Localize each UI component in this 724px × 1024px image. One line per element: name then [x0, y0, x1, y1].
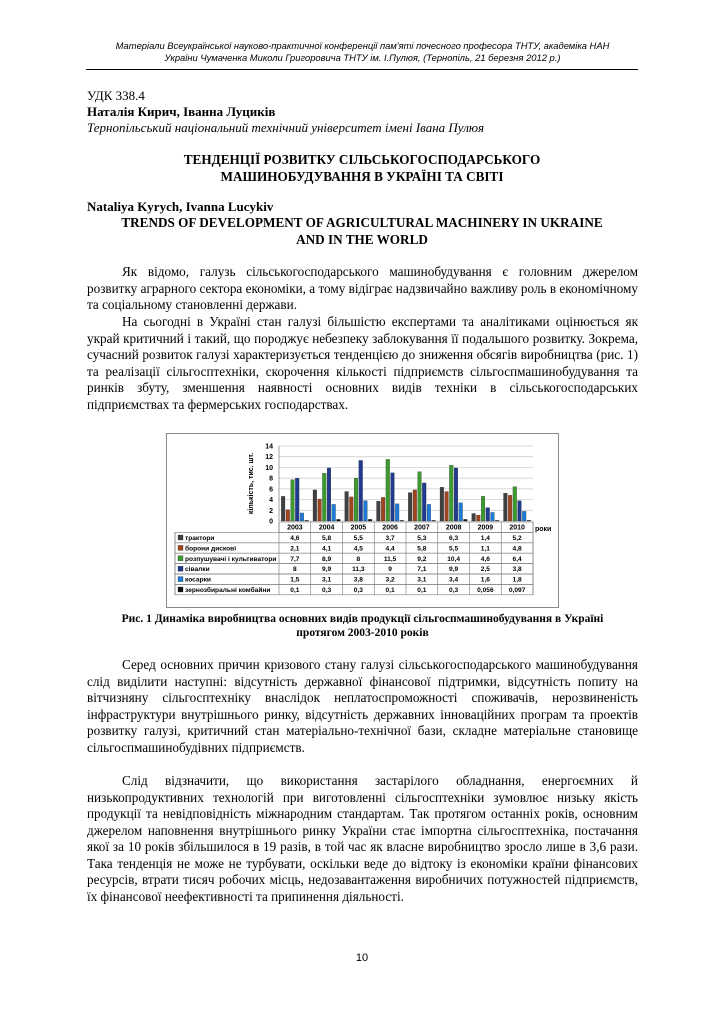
- legend-swatch: [178, 556, 183, 561]
- header-divider: [86, 69, 638, 70]
- data-label: 5,3: [417, 535, 427, 542]
- x-axis-label: роки: [535, 526, 552, 533]
- y-tick-label: 10: [265, 464, 273, 472]
- title-ua: [87, 152, 637, 185]
- data-label: 2,5: [480, 566, 490, 574]
- x-category-label: 2003: [287, 524, 303, 532]
- data-label: 3,1: [417, 576, 427, 584]
- data-label: 1,1: [480, 545, 490, 553]
- paragraph-1: Як відомо, галузь сільськогосподарського машинобудування є головним джерелом розвитку аграрного сектора економіки, а тому відіграє надзвичайно важливу роль в економічному та соціальному становленні держави.: [87, 264, 638, 312]
- bar-4-2003: [295, 478, 299, 521]
- data-label: 5,5: [353, 535, 363, 542]
- bar-5-2005: [364, 501, 368, 521]
- data-label: 5,8: [417, 545, 427, 553]
- title-ua-line-2: МАШИНОБУДУВАННЯ В УКРАЇНІ ТА СВІТІ: [220, 168, 504, 184]
- data-label: 0,1: [290, 587, 300, 594]
- y-tick-label: 12: [265, 454, 273, 462]
- legend-label: косарки: [185, 576, 211, 584]
- bar-4-2006: [391, 473, 395, 521]
- y-tick-label: 4: [269, 497, 273, 505]
- data-label: 3,4: [449, 576, 459, 584]
- authors-en: Nataliya Kyrych, Ivanna Lucykiv: [87, 199, 274, 214]
- data-label: 4,6: [290, 535, 300, 542]
- data-label: 9: [388, 566, 392, 574]
- data-label: 3,7: [385, 535, 395, 542]
- data-label: 4,1: [322, 545, 332, 553]
- bar-4-2008: [454, 468, 458, 521]
- data-label: 5,2: [512, 535, 522, 542]
- y-tick-label: 0: [269, 518, 273, 526]
- bar-6-2004: [337, 519, 341, 521]
- x-category-label: 2005: [350, 524, 367, 532]
- legend-label: зернозбиральні комбайни: [185, 587, 271, 594]
- bar-6-2009: [495, 520, 499, 521]
- bar-2-2007: [413, 490, 417, 521]
- bar-5-2010: [522, 511, 526, 521]
- bar-3-2007: [418, 472, 422, 521]
- title-en-line-2: AND IN THE WORLD: [296, 231, 428, 247]
- y-tick-label: 14: [265, 443, 273, 451]
- bar-6-2006: [400, 520, 404, 521]
- bar-6-2010: [527, 520, 531, 521]
- data-label: 9,9: [322, 566, 332, 574]
- bar-5-2006: [395, 504, 399, 521]
- data-label: 0,3: [353, 587, 363, 594]
- bar-6-2008: [464, 519, 468, 521]
- data-label: 7,1: [417, 566, 427, 574]
- bar-3-2004: [322, 473, 326, 521]
- data-label: 4,5: [353, 545, 363, 553]
- caption-line-2: протягом 2003-2010 років: [296, 627, 429, 639]
- legend-label: сівалки: [185, 566, 210, 574]
- legend-label: розпушувачі і культиватори: [185, 555, 277, 563]
- bar-4-2007: [422, 483, 426, 521]
- data-label: 1,5: [290, 576, 300, 584]
- bar-1-2006: [377, 501, 381, 521]
- data-label: 3,1: [322, 576, 332, 584]
- data-label: 6,4: [512, 555, 522, 563]
- x-category-label: 2004: [318, 524, 335, 532]
- bar-1-2010: [504, 493, 508, 521]
- data-label: 0,1: [385, 587, 395, 594]
- bar-5-2003: [300, 513, 304, 521]
- udk-code: УДК 338.4: [87, 88, 145, 103]
- data-label: 0,3: [449, 587, 459, 594]
- paragraph-2: На сьогодні в Україні стан галузі більшістю експертами та аналітиками оцінюється як украй критичний і такий, що породжує небезпеку заблокування її подальшого розвитку. Зокрема, сучасний розвиток галузі характеризується тенденцією до зниження обсягів виробництва (рис. 1) та реалізації сільгосптехніки, скорочення кількості підприємств сільгоспмашинобудування та ринків збуту, зменшення наявності основних видів техніки в сільськогосподарських підприємствах та фермерських господарствах.: [87, 314, 638, 412]
- data-label: 1,8: [512, 576, 522, 584]
- y-tick-label: 8: [269, 475, 273, 483]
- bar-2-2009: [476, 515, 480, 521]
- data-label: 1,6: [480, 576, 490, 584]
- data-label: 8,9: [322, 555, 332, 563]
- data-label: 4,4: [385, 545, 395, 553]
- paragraph-3: Серед основних причин кризового стану галузі сільськогосподарського машинобудування слід виділити наступні: відсутність державної фінансової підтримки, відсутність попиту на вітчизняну сільгосптехніку внаслідок неплатоспроможності споживачів, нерозвиненість інфраструктури внутрішнього ринку, відсутність державних інноваційних програм та проектів розвитку галузі, критичний стан матеріально-технічної бази, складне матеріальне становище сільгоспмашинобудівних підприємств.: [87, 657, 638, 755]
- legend-swatch: [178, 545, 183, 550]
- bar-4-2009: [486, 508, 490, 521]
- bar-2-2008: [445, 492, 449, 521]
- figure-caption: [87, 612, 638, 640]
- data-label: 5,8: [322, 535, 332, 542]
- x-category-label: 2010: [509, 524, 525, 532]
- data-label: 9,9: [449, 566, 459, 574]
- caption-line-1: Рис. 1 Динаміка виробництва основних видів продукції сільгоспмашинобудування в Україні: [121, 613, 604, 625]
- paragraph-4: Слід відзначити, що використання застарілого обладнання, енергоємних й низькопродуктивних технологій при виготовленні сільгосптехніки зумовлює низьку якість продукції та невідповідність міжнародним стандартам. Так протягом останніх років, основним джерелом наповнення внутрішнього ринку України стає імпортна сільгосптехніка, постачання якої за 10 років збільшилося в 19 разів, в той час як власне виробництво зросло лише в 3,6 рази. Така тенденція не може не турбувати, оскільки веде до відтоку із економіки країни фінансових ресурсів, втрати тисяч робочих місць, недозавантаження виробничих потужностей підприємств, їх фінансової неефективності та припинення діяльності.: [87, 773, 638, 904]
- data-label: 1,4: [480, 535, 490, 542]
- page-number: 10: [355, 952, 369, 964]
- title-en-line-1: TRENDS OF DEVELOPMENT OF AGRICULTURAL MACHINERY IN UKRAINE: [121, 215, 603, 230]
- legend-swatch: [178, 577, 183, 582]
- bar-2-2004: [318, 499, 322, 521]
- bar-3-2008: [449, 465, 453, 521]
- data-label: 4,8: [512, 545, 522, 553]
- data-label: 5,5: [449, 545, 459, 553]
- y-axis-label: кількість, тис. шт.: [248, 452, 255, 515]
- bar-1-2003: [281, 496, 285, 521]
- data-label: 0,056: [477, 587, 494, 594]
- affiliation: Тернопільський національний технічний університет імені Івана Пулюя: [87, 120, 485, 135]
- bar-1-2008: [440, 487, 444, 521]
- header-line-1: Матеріали Всеукраїнської науково-практичної конференції пам'яті почесного професора ТНТУ, академіка НАН: [115, 40, 610, 51]
- bar-1-2005: [345, 492, 349, 521]
- production-chart: [166, 433, 559, 608]
- data-label: 11,5: [383, 555, 397, 563]
- bar-5-2007: [427, 504, 431, 521]
- data-label: 8: [356, 555, 361, 563]
- bar-4-2004: [327, 468, 331, 521]
- data-label: 11,3: [352, 566, 365, 574]
- data-label: 0,1: [417, 587, 427, 594]
- data-label: 3,2: [385, 576, 395, 584]
- bar-6-2005: [368, 519, 372, 521]
- bar-6-2007: [432, 520, 436, 521]
- bar-3-2009: [481, 496, 485, 521]
- header-line-2: України Чумаченка Миколи Григоровича ТНТУ ім. І.Пулюя, (Тернопіль, 21 березня 2012 р.): [164, 52, 561, 63]
- data-label: 10,4: [447, 555, 461, 563]
- bar-2-2006: [381, 497, 385, 521]
- data-label: 4,6: [480, 555, 490, 563]
- bar-1-2007: [408, 493, 412, 521]
- data-label: 8: [293, 566, 297, 574]
- bar-3-2006: [386, 459, 390, 521]
- x-category-label: 2009: [477, 524, 494, 532]
- x-category-label: 2006: [382, 524, 398, 532]
- data-label: 3,8: [512, 566, 522, 574]
- x-category-label: 2008: [445, 524, 462, 532]
- title-ua-line-1: ТЕНДЕНЦІЇ РОЗВИТКУ СІЛЬСЬКОГОСПОДАРСЬКОГО: [183, 152, 541, 167]
- bar-3-2005: [354, 478, 358, 521]
- data-label: 3,8: [353, 576, 363, 584]
- x-category-label: 2007: [414, 524, 430, 532]
- y-tick-label: 6: [269, 486, 273, 494]
- bar-6-2003: [305, 520, 309, 521]
- data-label: 7,7: [290, 555, 300, 563]
- data-label: 0,3: [322, 587, 332, 594]
- legend-swatch: [178, 587, 183, 592]
- bar-1-2004: [313, 490, 317, 521]
- bar-2-2003: [286, 510, 290, 521]
- bar-2-2010: [508, 495, 512, 521]
- bar-3-2010: [513, 487, 517, 521]
- conference-header: [95, 40, 630, 64]
- authors-ua: Наталія Кирич, Іванна Луциків: [87, 104, 276, 119]
- legend-swatch: [178, 535, 183, 540]
- bar-2-2005: [349, 497, 353, 521]
- y-tick-label: 2: [269, 507, 273, 515]
- bar-3-2003: [291, 480, 295, 521]
- data-label: 0,097: [508, 587, 526, 594]
- chart-svg: [167, 434, 558, 607]
- bar-5-2008: [459, 503, 463, 521]
- legend-swatch: [178, 566, 183, 571]
- data-label: 9,2: [417, 555, 427, 563]
- bar-5-2009: [491, 512, 495, 521]
- data-label: 2,1: [290, 545, 300, 553]
- bar-1-2009: [472, 514, 476, 522]
- data-label: 6,3: [449, 535, 459, 542]
- bar-4-2005: [359, 460, 363, 521]
- legend-label: трактори: [185, 535, 215, 542]
- bar-5-2004: [332, 504, 336, 521]
- bar-4-2010: [518, 501, 522, 521]
- title-en: [87, 215, 637, 248]
- legend-label: борони дискові: [185, 545, 237, 553]
